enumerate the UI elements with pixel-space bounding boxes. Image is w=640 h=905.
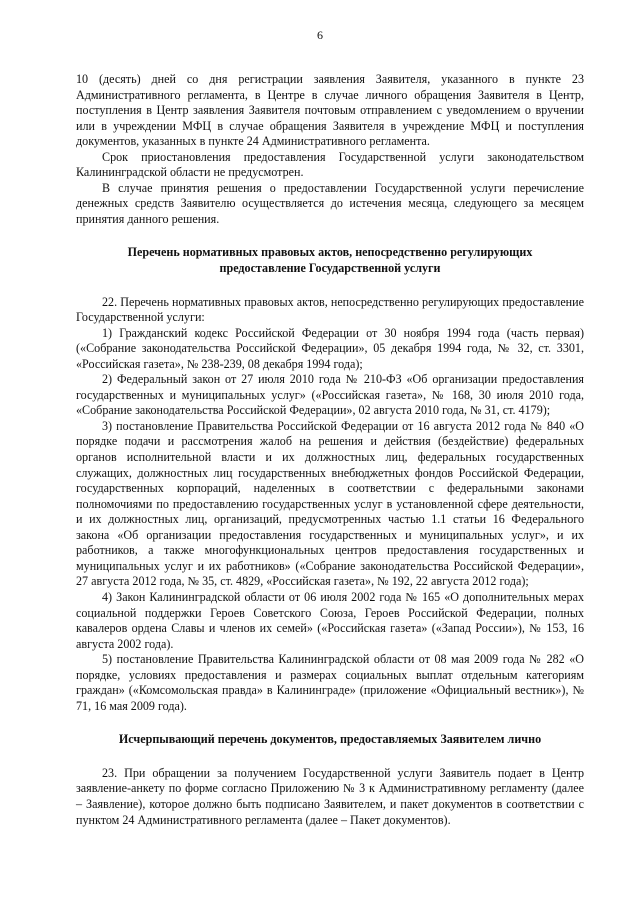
- list-item: 3) постановление Правительства Российской Федерации от 16 августа 2012 года № 840 «О порядке подачи и рассмотрения жалоб на решения и действия (бездействие) федеральных органов исполнительной власти и их должностных лиц, федеральных государственных служащих, должностных лиц государственных внебюджетных фондов Российской Федерации, государственных корпораций, наделенных в соответствии с федеральными законами полномочиями по предоставлению государственных услуг в установленной сфере деятельности, и их должностных лиц, организаций, предусмотренных частью 1.1 статьи 16 Федерального закона «Об организации предоставления государственных и муниципальных услуг», и их работников, а также многофункциональных центров предоставления государственных и муниципальных услуг и их работников» («Собрание законодательства Российской Федерации», 27 августа 2012 года, № 35, ст. 4829, «Российская газета», № 192, 22 августа 2012 года);: [76, 418, 584, 589]
- paragraph: 10 (десять) дней со дня регистрации заявления Заявителя, указанного в пункте 23 Административного регламента, в Центре в случае личного обращения Заявителя в Центр, поступления в Центр заявления Заявителя почтовым отправлением с уведомлением о вручении или в учреждении МФЦ в случае обращения Заявителя в учреждение МФЦ и поступления документов, указанных в пункте 24 Административного регламента.: [76, 72, 584, 149]
- section-heading: Исчерпывающий перечень документов, предоставляемых Заявителем лично: [118, 732, 542, 747]
- paragraph: 22. Перечень нормативных правовых актов, непосредственно регулирующих предоставление Государственной услуги:: [76, 294, 584, 325]
- list-item: 4) Закон Калининградской области от 06 июля 2002 года № 165 «О дополнительных мерах социальной поддержки Героев Советского Союза, Героев Российской Федерации, полных кавалеров ордена Славы и членов их семей» («Российская газета» («Запад России»), № 153, 16 августа 2002 года).: [76, 589, 584, 651]
- page-number: 6: [317, 28, 323, 42]
- section-heading-line: предоставление Государственной услуги: [219, 261, 441, 276]
- paragraph: Срок приостановления предоставления Государственной услуги законодательством Калининградской области не предусмотрен.: [76, 149, 584, 180]
- list-item: 2) Федеральный закон от 27 июля 2010 года № 210-ФЗ «Об организации предоставления государственных и муниципальных услуг» («Российская газета», № 168, 30 июля 2010 года, «Собрание законодательства Российской Федерации», 02 августа 2010 года, № 31, ст. 4179);: [76, 372, 584, 418]
- paragraph: 23. При обращении за получением Государственной услуги Заявитель подает в Центр заявление-анкету по форме согласно Приложению № 3 к Административному регламенту (далее – Заявление), которое должно быть подписано Заявителем, и пакет документов в соответствии с пунктом 24 Административного регламента (далее – Пакет документов).: [76, 765, 584, 827]
- document-body: [76, 72, 584, 828]
- section-heading-line: Перечень нормативных правовых актов, непосредственно регулирующих: [127, 245, 533, 260]
- section-heading: [76, 245, 584, 276]
- list-item: 5) постановление Правительства Калининградской области от 08 мая 2009 года № 282 «О порядке, условиях предоставления и размерах социальных выплат отдельным категориям граждан» («Комсомольская правда» в Калининграде» (приложение «Официальный вестник»), № 71, 16 мая 2009 года).: [76, 652, 584, 713]
- list-item: 1) Гражданский кодекс Российской Федерации от 30 ноября 1994 года (часть первая) («Собрание законодательства Российской Федерации», 05 декабря 1994 года, № 32, ст. 3301, «Российская газета», № 238-239, 08 декабря 1994 года);: [76, 325, 584, 371]
- paragraph: В случае принятия решения о предоставлении Государственной услуги перечисление денежных средств Заявителю осуществляется до истечения месяца, следующего за месяцем принятия данного решения.: [76, 180, 584, 226]
